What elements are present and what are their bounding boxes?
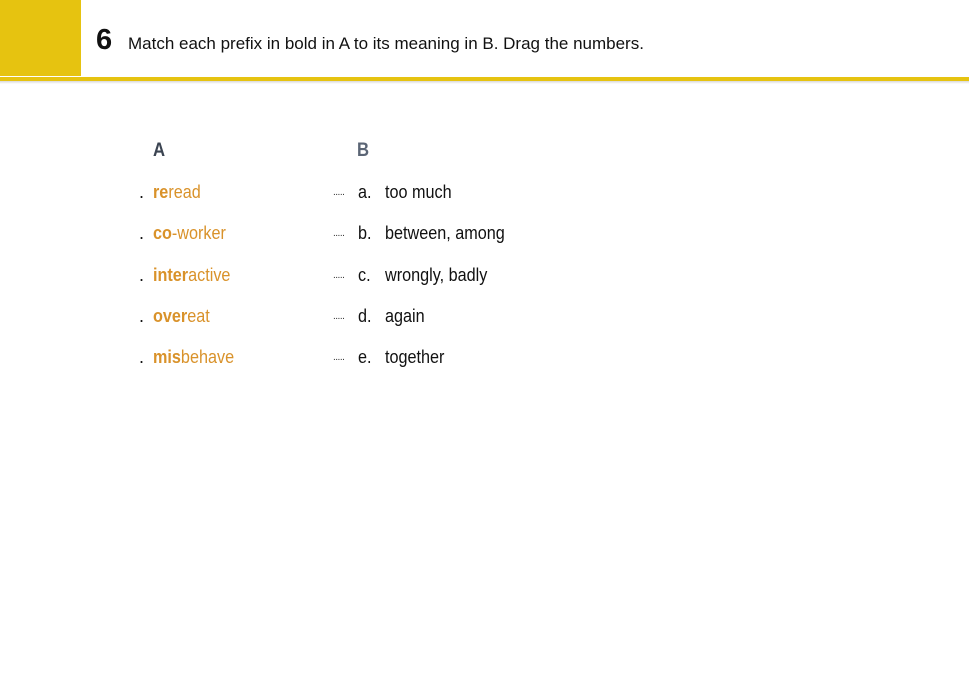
word-rest: eat [187, 306, 210, 326]
number-drop-target[interactable]: . [139, 265, 145, 285]
column-b-heading: B [357, 140, 370, 161]
match-row [0, 221, 969, 245]
word-prefix: over [153, 306, 188, 326]
prefix-word [153, 345, 234, 369]
number-drop-target[interactable]: . [139, 347, 145, 367]
word-prefix: re [153, 182, 169, 202]
meaning-letter: a. [358, 182, 372, 202]
meaning-letter: c. [358, 265, 371, 285]
meaning-text: between, among [385, 223, 505, 243]
word-prefix: inter [153, 265, 189, 285]
number-drop-target[interactable]: . [139, 182, 145, 202]
answer-slot[interactable]: ..... [333, 352, 345, 363]
header-shadow [0, 81, 969, 84]
match-row [0, 345, 969, 369]
exercise-instruction: Match each prefix in bold in A to its meaning in B. Drag the numbers. [128, 34, 644, 53]
answer-slot[interactable]: ..... [333, 270, 345, 281]
prefix-word [153, 304, 210, 328]
word-prefix: co [153, 223, 172, 243]
match-row [0, 180, 969, 204]
exercise-number: 6 [96, 24, 113, 56]
column-a-heading: A [153, 140, 166, 161]
answer-slot[interactable]: ..... [333, 228, 345, 239]
match-row [0, 263, 969, 287]
word-rest: -worker [171, 223, 226, 243]
meaning-letter: d. [358, 306, 372, 326]
header-accent-block [0, 0, 81, 76]
meaning-letter: b. [358, 223, 372, 243]
meaning-text: again [385, 306, 425, 326]
meaning-text: together [385, 347, 445, 367]
exercise-header [0, 0, 969, 76]
match-row [0, 304, 969, 328]
meaning-text: wrongly, badly [385, 265, 488, 285]
meaning-letter: e. [358, 347, 372, 367]
answer-slot[interactable]: ..... [333, 187, 345, 198]
word-prefix: mis [153, 347, 181, 367]
word-rest: behave [180, 347, 235, 367]
word-rest: active [188, 265, 231, 285]
prefix-word [153, 221, 226, 245]
prefix-word [153, 180, 201, 204]
word-rest: read [168, 182, 201, 202]
prefix-word [153, 263, 230, 287]
meaning-text: too much [385, 182, 452, 202]
number-drop-target[interactable]: . [139, 223, 145, 243]
answer-slot[interactable]: ..... [333, 311, 345, 322]
number-drop-target[interactable]: . [139, 306, 145, 326]
